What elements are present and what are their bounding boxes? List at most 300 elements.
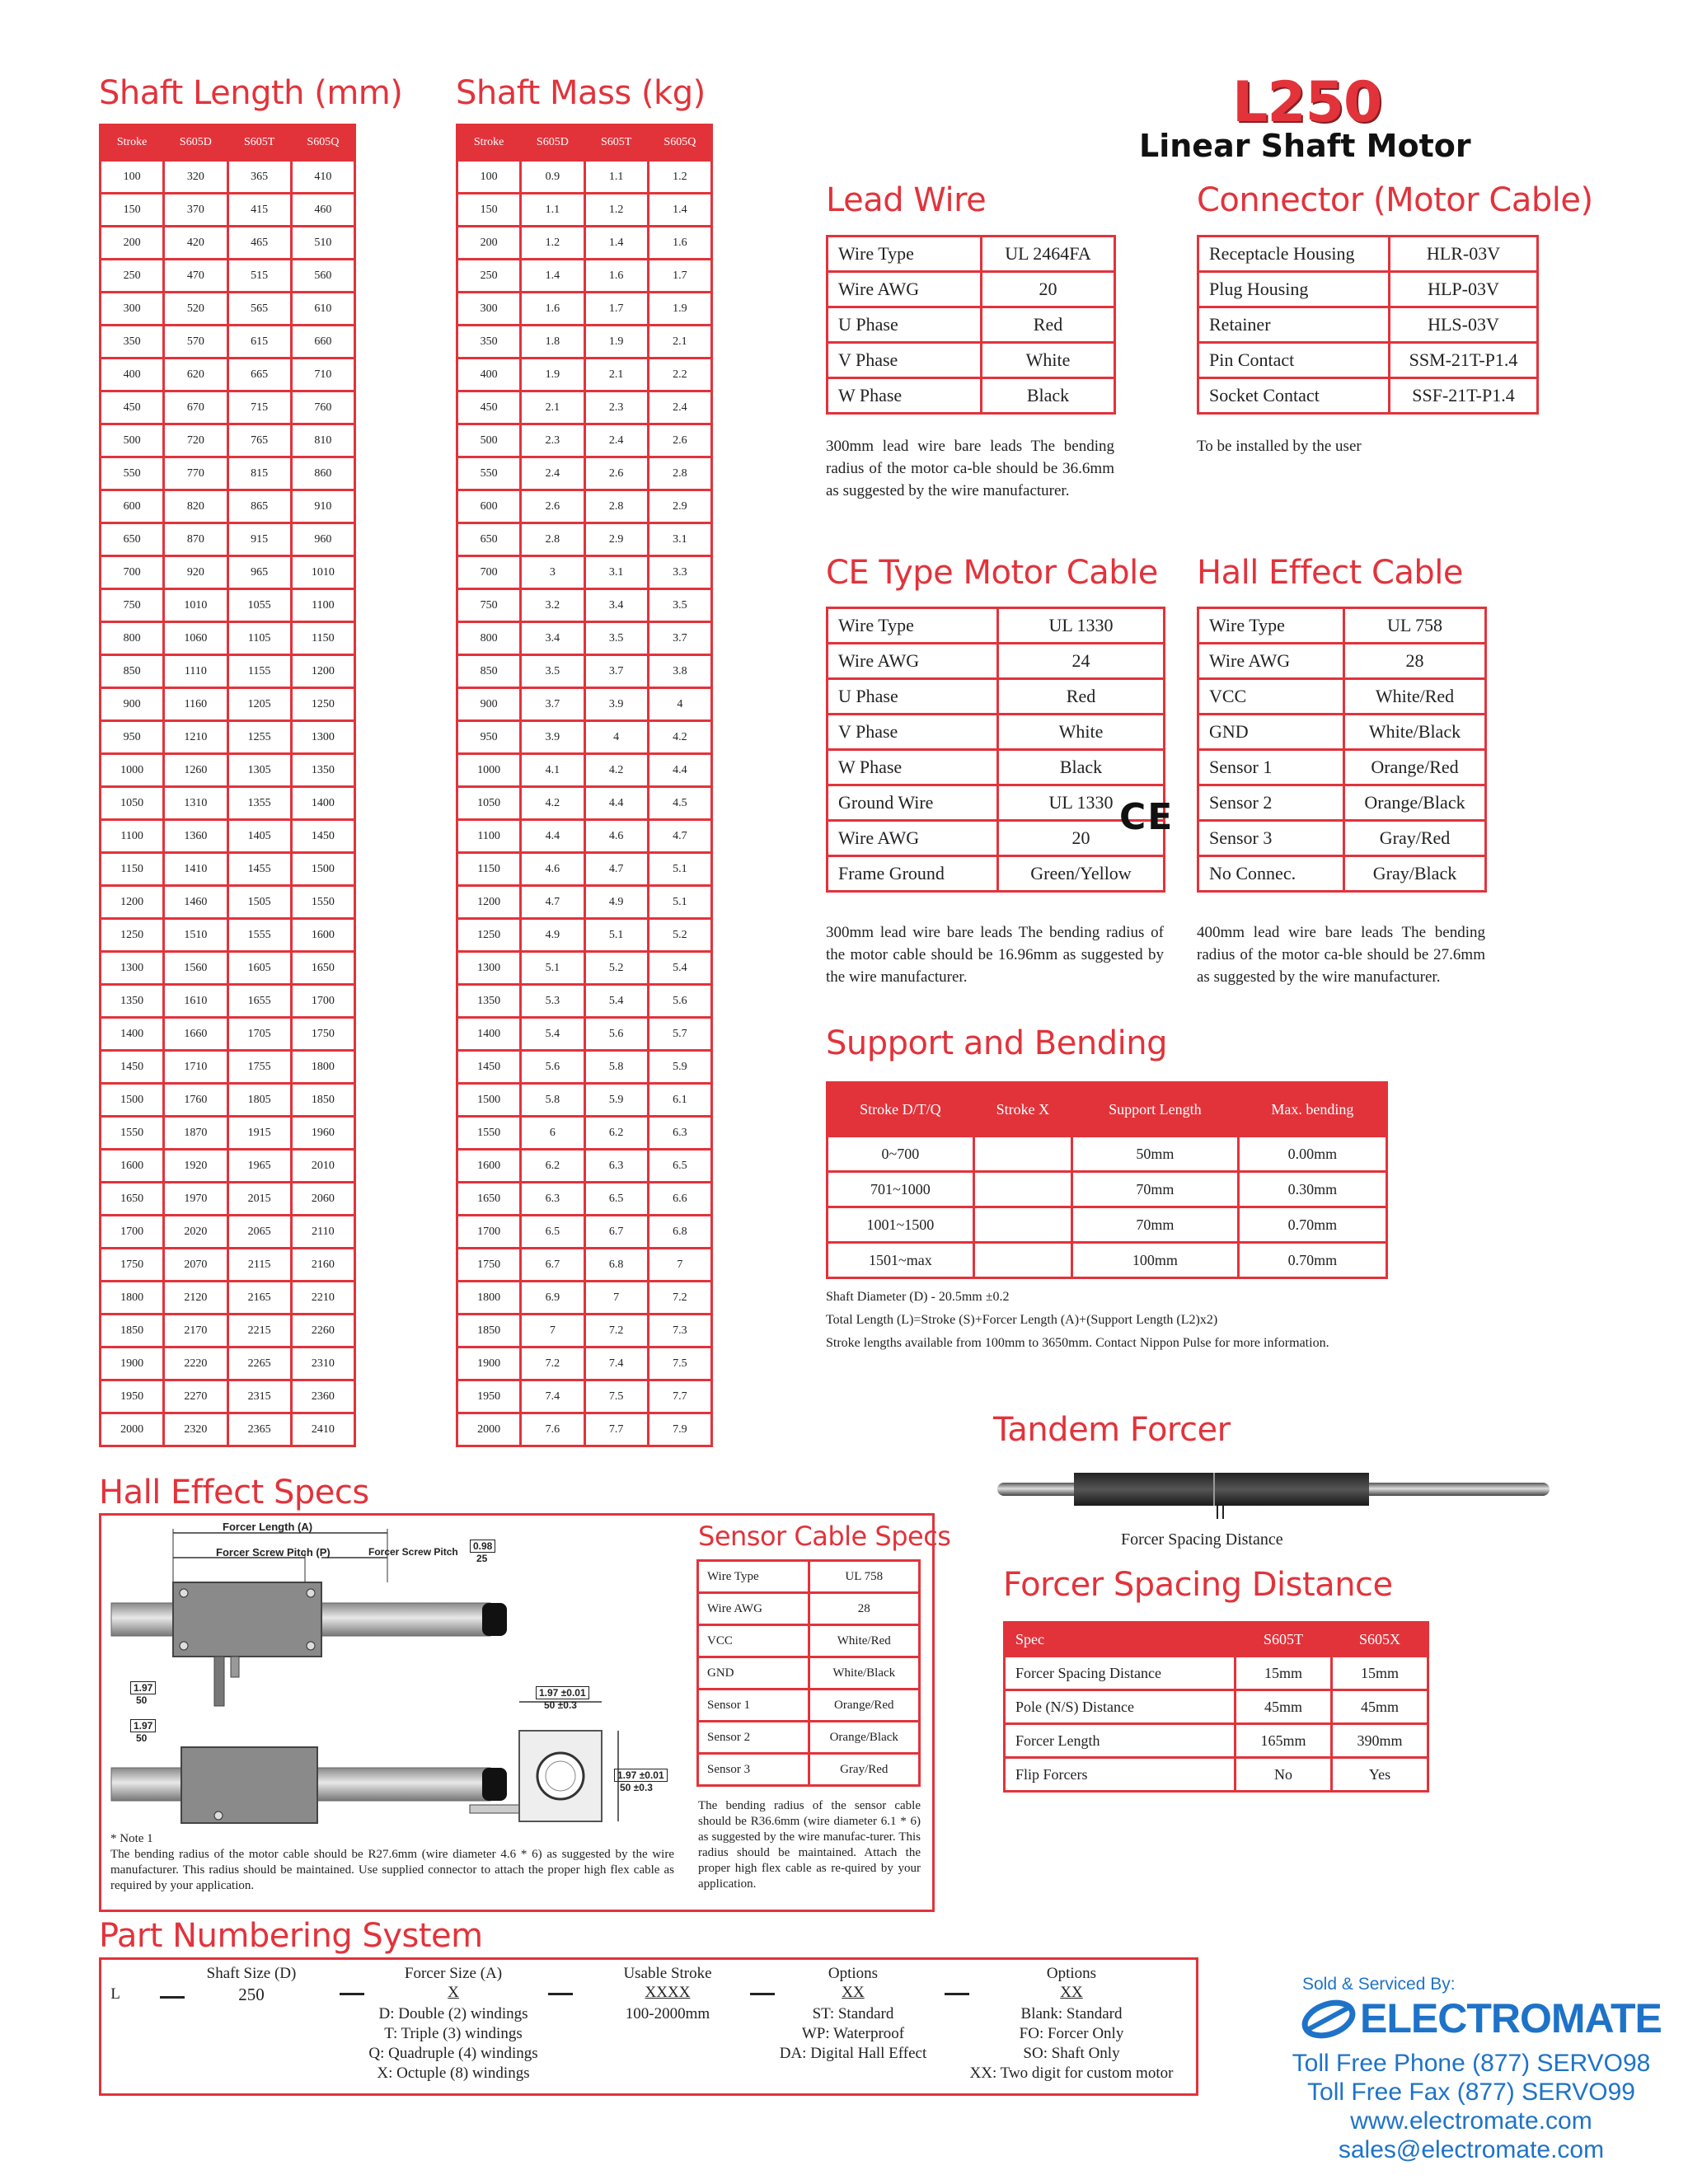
table-row — [457, 457, 712, 490]
table-cell: 1500 — [101, 1084, 164, 1117]
table-cell: 1501~max — [828, 1243, 974, 1278]
spec-label: Wire Type — [698, 1561, 809, 1593]
table-cell: 1400 — [101, 1018, 164, 1051]
table-cell: 600 — [457, 490, 521, 523]
table-cell: 420 — [164, 227, 227, 260]
table-row — [101, 1380, 355, 1413]
spec-label: Sensor 1 — [698, 1690, 809, 1722]
dim-197-a: 1.97 — [130, 1681, 156, 1694]
table-cell: 6.3 — [648, 1117, 711, 1150]
table-cell: 1450 — [291, 820, 354, 853]
table-row — [457, 1018, 712, 1051]
table-cell: 520 — [164, 293, 227, 326]
table-cell: 70mm — [1072, 1172, 1239, 1207]
table-cell: 1560 — [164, 952, 227, 985]
table-cell: 400 — [101, 359, 164, 391]
spec-label: Sensor 2 — [1198, 785, 1344, 821]
dim-screw-pitch: Forcer Screw Pitch — [368, 1546, 458, 1558]
table-cell: 2120 — [164, 1282, 227, 1315]
table-cell: 1500 — [457, 1084, 521, 1117]
table-row — [457, 1249, 712, 1282]
pn-options2-detail: SO: Shaft Only — [1023, 2045, 1120, 2062]
column-header: S605Q — [648, 125, 711, 161]
electromate-logo-icon — [1301, 1996, 1358, 2042]
table-row — [457, 886, 712, 919]
dealer-phone[interactable]: Toll Free Phone (877) SERVO98 — [1292, 2050, 1651, 2077]
table-row — [101, 886, 355, 919]
table-cell: 1805 — [227, 1084, 291, 1117]
table-row — [698, 1657, 920, 1690]
spec-value: UL 2464FA — [982, 237, 1115, 272]
table-row — [101, 1117, 355, 1150]
table-cell: 1705 — [227, 1018, 291, 1051]
table-cell: 2260 — [291, 1315, 354, 1347]
separator — [160, 1996, 185, 1999]
table-cell: 7.5 — [584, 1380, 648, 1413]
table-cell: 720 — [164, 424, 227, 457]
table-cell: 1550 — [291, 886, 354, 919]
table-row — [101, 754, 355, 787]
table-cell: 1750 — [101, 1249, 164, 1282]
table-cell: 4.1 — [521, 754, 584, 787]
table-row — [698, 1754, 920, 1786]
table-cell: 7.2 — [648, 1282, 711, 1315]
dim-50-c: 50 ±0.3 — [544, 1699, 577, 1711]
table-cell: 1.6 — [584, 260, 648, 293]
table-row — [101, 490, 355, 523]
spec-label: VCC — [698, 1625, 809, 1657]
table-row — [457, 326, 712, 359]
table-row — [101, 457, 355, 490]
support-title: Support and Bending — [826, 1024, 1167, 1062]
table-cell: 7.5 — [648, 1347, 711, 1380]
table-row — [457, 293, 712, 326]
table-cell: 350 — [101, 326, 164, 359]
table-cell: 3.3 — [648, 556, 711, 589]
support-note-stroke: Stroke lengths available from 100mm to 3650mm. Contact Nippon Pulse for more information. — [826, 1336, 1329, 1350]
table-cell: 1300 — [291, 721, 354, 754]
table-cell: 7.9 — [648, 1413, 711, 1446]
spec-value: Gray/Red — [1344, 821, 1486, 856]
table-row — [828, 343, 1115, 378]
table-cell: 1250 — [101, 919, 164, 952]
table-row — [457, 1183, 712, 1216]
sensor-cable-title: Sensor Cable Specs — [698, 1521, 951, 1552]
table-cell: 2110 — [291, 1216, 354, 1249]
table-cell — [973, 1207, 1071, 1243]
hall-cable-title: Hall Effect Cable — [1197, 554, 1464, 592]
spec-value: UL 758 — [1344, 608, 1486, 644]
table-cell: 2.3 — [521, 424, 584, 457]
table-row — [828, 821, 1165, 856]
table-cell: 2210 — [291, 1282, 354, 1315]
table-cell: 1900 — [457, 1347, 521, 1380]
table-row — [101, 952, 355, 985]
table-cell: 1950 — [457, 1380, 521, 1413]
table-row — [101, 1084, 355, 1117]
table-row — [101, 787, 355, 820]
table-row — [101, 1315, 355, 1347]
table-cell: 1200 — [291, 655, 354, 688]
table-cell: 1105 — [227, 622, 291, 655]
spec-value: 28 — [1344, 644, 1486, 679]
table-cell: 7.7 — [648, 1380, 711, 1413]
table-cell: 820 — [164, 490, 227, 523]
table-cell: 2020 — [164, 1216, 227, 1249]
table-row — [1198, 272, 1538, 307]
table-row — [101, 721, 355, 754]
spec-value: Gray/Red — [809, 1754, 920, 1786]
spec-label: VCC — [1198, 679, 1344, 715]
table-cell: 1650 — [291, 952, 354, 985]
table-cell: 865 — [227, 490, 291, 523]
table-row — [828, 1172, 1387, 1207]
spec-value: Black — [982, 378, 1115, 414]
pn-stroke-header: Usable Stroke — [623, 1965, 712, 1982]
connector-title: Connector (Motor Cable) — [1197, 181, 1593, 219]
table-cell: 370 — [164, 194, 227, 227]
table-row — [457, 787, 712, 820]
table-cell: 1555 — [227, 919, 291, 952]
pn-shaft-code: 250 — [238, 1985, 265, 2004]
table-cell: 700 — [457, 556, 521, 589]
table-cell: 4.2 — [521, 787, 584, 820]
table-cell: 1460 — [164, 886, 227, 919]
table-cell: 3.7 — [521, 688, 584, 721]
table-cell: 150 — [457, 194, 521, 227]
table-row — [457, 622, 712, 655]
spec-label: Wire AWG — [698, 1593, 809, 1625]
table-row — [457, 1051, 712, 1084]
table-cell: 1450 — [101, 1051, 164, 1084]
table-cell: 400 — [457, 359, 521, 391]
table-row — [1198, 608, 1486, 644]
table-row — [457, 391, 712, 424]
table-row — [457, 820, 712, 853]
table-cell: 2220 — [164, 1347, 227, 1380]
table-cell: 1.7 — [584, 293, 648, 326]
table-cell: 1965 — [227, 1150, 291, 1183]
table-cell: 2310 — [291, 1347, 354, 1380]
table-cell: 100 — [457, 161, 521, 194]
spec-value: White/Red — [1344, 679, 1486, 715]
column-header: S605X — [1332, 1623, 1428, 1657]
dealer-email-link[interactable]: sales@electromate.com — [1338, 2136, 1605, 2163]
pn-forcer-detail: D: Double (2) windings — [378, 2005, 528, 2022]
table-cell: 2.8 — [521, 523, 584, 556]
table-cell: 2.3 — [584, 391, 648, 424]
table-header-row — [828, 1083, 1387, 1137]
table-cell: 5.4 — [521, 1018, 584, 1051]
pn-forcer-detail: T: Triple (3) windings — [384, 2025, 523, 2042]
table-cell: 1360 — [164, 820, 227, 853]
table-cell: 1400 — [291, 787, 354, 820]
dealer-fax[interactable]: Toll Free Fax (877) SERVO99 — [1307, 2079, 1635, 2106]
table-cell: 1510 — [164, 919, 227, 952]
spec-label: Retainer — [1198, 307, 1390, 343]
sold-by-label: Sold & Serviced By: — [1302, 1975, 1456, 1994]
table-cell: 7.6 — [521, 1413, 584, 1446]
table-cell: 6 — [521, 1117, 584, 1150]
column-header: Spec — [1005, 1623, 1236, 1657]
table-cell: 1.9 — [521, 359, 584, 391]
table-cell: 3.9 — [584, 688, 648, 721]
model-logo: L250 — [1232, 70, 1382, 135]
table-cell: 6.3 — [584, 1150, 648, 1183]
table-row — [101, 655, 355, 688]
table-cell: 1000 — [457, 754, 521, 787]
table-cell: 4 — [648, 688, 711, 721]
table-cell: 4.6 — [521, 853, 584, 886]
hall-cable-note: 400mm lead wire bare leads The bending radius of the motor ca-ble should be 27.6mm as suggested by the wire manufacturer. — [1197, 924, 1485, 986]
table-cell: 570 — [164, 326, 227, 359]
table-cell: 565 — [227, 293, 291, 326]
table-cell: 7.4 — [584, 1347, 648, 1380]
table-cell: 1060 — [164, 622, 227, 655]
table-cell: 6.1 — [648, 1084, 711, 1117]
table-cell: 1.1 — [521, 194, 584, 227]
table-cell: 50mm — [1072, 1137, 1239, 1172]
table-cell: 750 — [101, 589, 164, 622]
table-row — [1005, 1690, 1428, 1724]
tandem-forcer-drawing — [993, 1463, 1554, 1521]
column-header: S605T — [227, 125, 291, 161]
dim-25: 25 — [476, 1553, 488, 1564]
table-cell: 1.2 — [648, 161, 711, 194]
table-cell: 2160 — [291, 1249, 354, 1282]
table-cell: 1050 — [101, 787, 164, 820]
table-cell: 450 — [101, 391, 164, 424]
table-cell: 1960 — [291, 1117, 354, 1150]
pn-stroke-detail: 100-2000mm — [625, 2005, 710, 2022]
table-cell: 460 — [291, 194, 354, 227]
table-cell: 3.8 — [648, 655, 711, 688]
table-row — [1198, 378, 1538, 414]
table-row — [101, 391, 355, 424]
table-cell: 7 — [648, 1249, 711, 1282]
hall-specs-title: Hall Effect Specs — [99, 1474, 369, 1511]
table-cell: 300 — [101, 293, 164, 326]
table-cell: 45mm — [1332, 1690, 1428, 1724]
table-row — [457, 721, 712, 754]
table-row — [457, 1150, 712, 1183]
table-cell: 150 — [101, 194, 164, 227]
spec-value: Gray/Black — [1344, 856, 1486, 892]
table-row — [828, 1137, 1387, 1172]
table-cell: 2265 — [227, 1347, 291, 1380]
table-cell: 2015 — [227, 1183, 291, 1216]
table-row — [1198, 343, 1538, 378]
dim-screw-pitch-p: Forcer Screw Pitch (P) — [216, 1546, 331, 1558]
table-cell: 3.5 — [584, 622, 648, 655]
table-cell: 615 — [227, 326, 291, 359]
tandem-caption: Forcer Spacing Distance — [1121, 1530, 1283, 1549]
table-cell: 1305 — [227, 754, 291, 787]
table-row — [698, 1625, 920, 1657]
table-row — [457, 1117, 712, 1150]
table-cell: 1.6 — [648, 227, 711, 260]
spec-value: UL 1330 — [998, 785, 1165, 821]
spec-label: W Phase — [828, 378, 982, 414]
shaft-length-table — [99, 124, 356, 1447]
table-cell: 5.9 — [584, 1084, 648, 1117]
table-cell: 2070 — [164, 1249, 227, 1282]
spec-label: Wire AWG — [1198, 644, 1344, 679]
table-cell: 1200 — [101, 886, 164, 919]
spec-value: Red — [982, 307, 1115, 343]
column-header: S605Q — [291, 125, 354, 161]
table-cell: 1750 — [457, 1249, 521, 1282]
table-cell: 2065 — [227, 1216, 291, 1249]
table-cell: 4.9 — [584, 886, 648, 919]
table-cell: 1750 — [291, 1018, 354, 1051]
table-row — [457, 359, 712, 391]
table-cell: Flip Forcers — [1005, 1758, 1236, 1792]
table-cell: 4.6 — [584, 820, 648, 853]
column-header: S605T — [1236, 1623, 1332, 1657]
table-cell: 1600 — [291, 919, 354, 952]
table-cell: 0.70mm — [1238, 1243, 1386, 1278]
table-cell: 1605 — [227, 952, 291, 985]
table-cell: 7.3 — [648, 1315, 711, 1347]
table-cell: 515 — [227, 260, 291, 293]
dim-197-d: 1.97 ±0.01 — [614, 1769, 668, 1782]
pn-options-detail: ST: Standard — [812, 2005, 894, 2022]
sensor-cable-note: The bending radius of the sensor cable should be R36.6mm (wire diameter 6.1 * 6) as suggested by the wire manufac-turer. This radius should be maintained. Attach the proper high flex cable as re-quired by your application. — [698, 1799, 921, 1891]
table-cell: 510 — [291, 227, 354, 260]
table-cell: 500 — [101, 424, 164, 457]
table-row — [101, 161, 355, 194]
lead-wire-table — [826, 235, 1116, 415]
pn-options2-header: Options — [1046, 1965, 1097, 1982]
pn-options2-code: XX — [1060, 1984, 1083, 2001]
table-row — [828, 715, 1165, 750]
table-cell: 1150 — [101, 853, 164, 886]
spec-value: Red — [998, 679, 1165, 715]
table-row — [828, 856, 1165, 892]
dim-197-c: 1.97 ±0.01 — [536, 1686, 589, 1699]
table-row — [1198, 237, 1538, 272]
ce-cable-note: 300mm lead wire bare leads The bending radius of the motor cable should be 16.96mm as suggested by the wire manufacturer. — [826, 924, 1164, 986]
table-row — [101, 523, 355, 556]
table-cell: 1100 — [101, 820, 164, 853]
table-row — [828, 608, 1165, 644]
table-cell: 1760 — [164, 1084, 227, 1117]
table-cell: 1550 — [457, 1117, 521, 1150]
table-cell: 2.1 — [521, 391, 584, 424]
table-row — [457, 1216, 712, 1249]
table-cell: 2.4 — [584, 424, 648, 457]
table-cell: 2.4 — [648, 391, 711, 424]
table-cell: 620 — [164, 359, 227, 391]
table-cell: 2410 — [291, 1413, 354, 1446]
table-cell: 1400 — [457, 1018, 521, 1051]
table-row — [1198, 785, 1486, 821]
column-header: Stroke D/T/Q — [828, 1083, 974, 1137]
table-cell: 6.8 — [648, 1216, 711, 1249]
table-row — [457, 1315, 712, 1347]
connector-note: To be installed by the user — [1197, 438, 1362, 455]
table-cell: 2.4 — [521, 457, 584, 490]
table-row — [457, 1084, 712, 1117]
table-cell: 7.7 — [584, 1413, 648, 1446]
table-cell: 1850 — [101, 1315, 164, 1347]
table-header-row — [101, 125, 355, 161]
table-row — [457, 1413, 712, 1446]
table-row — [101, 1413, 355, 1446]
table-cell: 715 — [227, 391, 291, 424]
table-cell: 1.9 — [584, 326, 648, 359]
table-cell: 750 — [457, 589, 521, 622]
table-cell: 465 — [227, 227, 291, 260]
spec-value: White/Black — [809, 1657, 920, 1690]
table-row — [1198, 679, 1486, 715]
table-cell: 2.6 — [584, 457, 648, 490]
table-cell: 1.9 — [648, 293, 711, 326]
ce-cable-table — [826, 607, 1165, 893]
dealer-website-link[interactable]: www.electromate.com — [1350, 2107, 1592, 2135]
table-cell: 550 — [457, 457, 521, 490]
table-row — [828, 1243, 1387, 1278]
table-cell: 2060 — [291, 1183, 354, 1216]
spec-value: Green/Yellow — [998, 856, 1165, 892]
table-row — [1005, 1724, 1428, 1758]
table-cell: 5.8 — [584, 1051, 648, 1084]
column-header: Stroke — [101, 125, 164, 161]
pn-stroke-code: XXXX — [645, 1984, 691, 2001]
table-cell: 15mm — [1332, 1657, 1428, 1690]
table-cell: 6.9 — [521, 1282, 584, 1315]
table-row — [101, 589, 355, 622]
table-cell: 800 — [457, 622, 521, 655]
table-cell: 390mm — [1332, 1724, 1428, 1758]
dim-197-b: 1.97 — [130, 1719, 156, 1732]
table-row — [101, 820, 355, 853]
table-row — [457, 919, 712, 952]
table-cell: 1100 — [457, 820, 521, 853]
lead-wire-title: Lead Wire — [826, 181, 987, 219]
spec-label: Wire AWG — [828, 272, 982, 307]
spec-value: HLR-03V — [1390, 237, 1538, 272]
table-cell: 850 — [457, 655, 521, 688]
table-cell: 1900 — [101, 1347, 164, 1380]
table-cell: 2365 — [227, 1413, 291, 1446]
table-row — [457, 1380, 712, 1413]
table-cell: 4.4 — [584, 787, 648, 820]
table-row — [1005, 1758, 1428, 1792]
spec-label: GND — [698, 1657, 809, 1690]
table-row — [457, 754, 712, 787]
spec-value: SSF-21T-P1.4 — [1390, 378, 1538, 414]
table-cell: 1155 — [227, 655, 291, 688]
forcer-spacing-table — [1003, 1621, 1429, 1793]
table-cell: 2.1 — [584, 359, 648, 391]
column-header: S605T — [584, 125, 648, 161]
dealer-name: ELECTROMATE — [1360, 1995, 1662, 2041]
table-cell: 0.9 — [521, 161, 584, 194]
table-cell: 650 — [457, 523, 521, 556]
part-numbering-title: Part Numbering System — [99, 1917, 483, 1955]
table-row — [457, 1282, 712, 1315]
table-cell: 2.9 — [584, 523, 648, 556]
spec-label: Wire AWG — [828, 821, 998, 856]
table-cell: 6.3 — [521, 1183, 584, 1216]
table-cell: 1310 — [164, 787, 227, 820]
support-note-diameter: Shaft Diameter (D) - 20.5mm ±0.2 — [826, 1290, 1010, 1304]
table-cell: 1010 — [164, 589, 227, 622]
table-cell: 2115 — [227, 1249, 291, 1282]
spec-value: UL 758 — [809, 1561, 920, 1593]
